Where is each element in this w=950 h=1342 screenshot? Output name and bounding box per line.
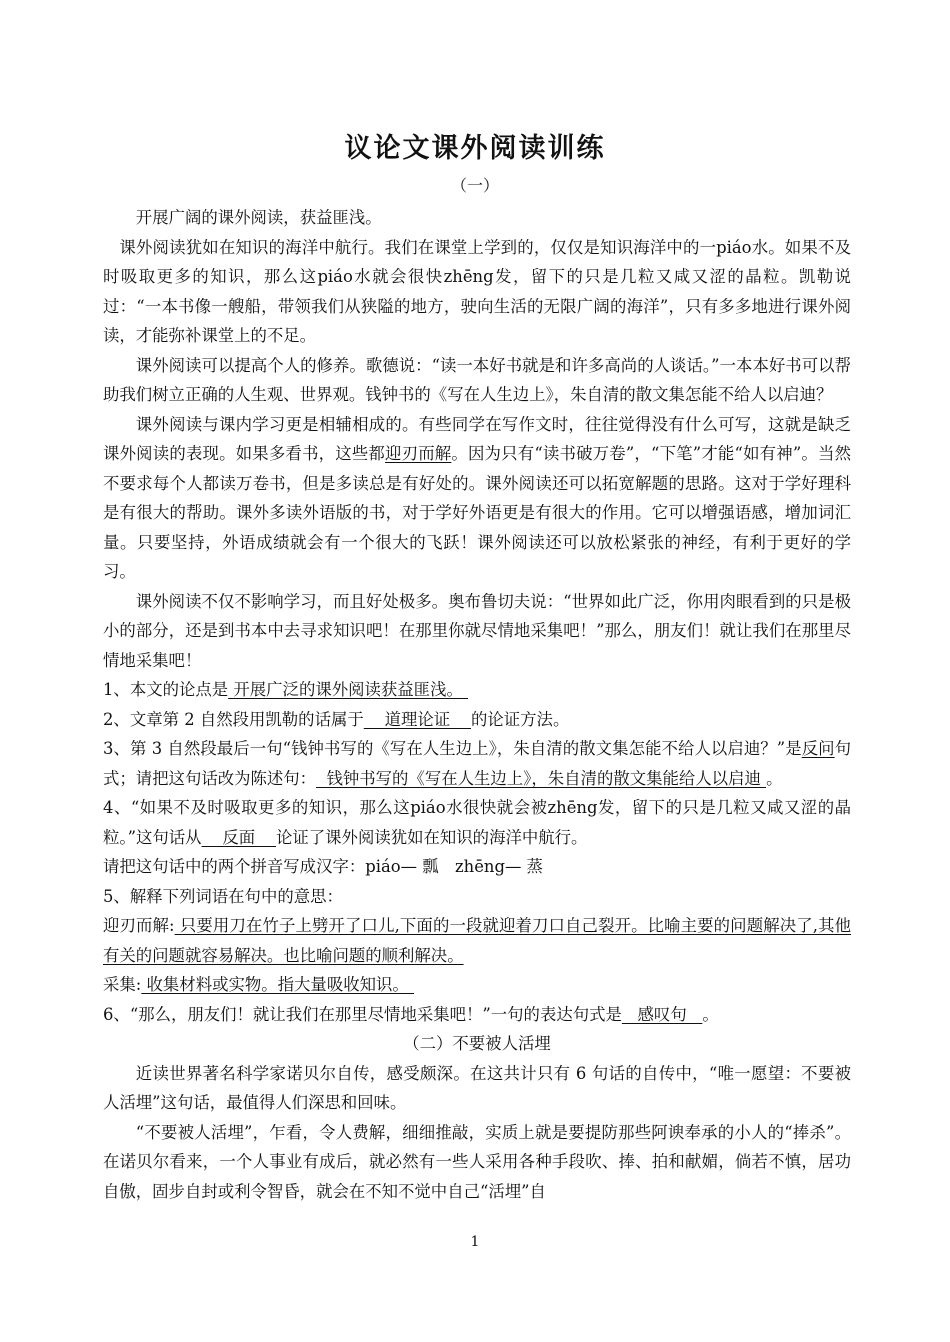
section-title-two: （二）不要被人活埋 <box>403 1034 551 1053</box>
paragraph-4 <box>103 410 851 587</box>
question-5a-term: 迎刃而解: <box>103 916 175 935</box>
paragraph-2: 课外阅读犹如在知识的海洋中航行。我们在课堂上学到的，仅仅是知识海洋中的一piáo水。如果不及时吸取更多的知识，那么这piáo水就会很快zhēng发，留下的只是几粒又咸又涩的晶粒。凯勒说过：“一本书像一艘船，带领我们从狭隘的地方，驶向生活的无限广阔的海洋”，只有多多地进行课外阅读，才能弥补课堂上的不足。 <box>103 237 851 345</box>
question-2-text: 2、文章第 2 自然段用凯勒的话属于 <box>103 709 364 729</box>
paragraph-4-text-a: 课外阅读与课内学习更是相辅相成的。有些同学在写作文时，往往觉得没有什么可写，这就是缺乏课外阅读的表现。如果多看书，这些都 <box>103 414 851 463</box>
paragraph-7: “不要被人活埋”，乍看，令人费解，细细推敲，实质上就是要提防那些阿谀奉承的小人的“捧杀”。在诺贝尔看来，一个人事业有成后，就必然有一些人采用各种手段吹、捧、拍和献媚，倘若不慎，居功自傲，固步自封或利令智昏，就会在不知不觉中自己“活埋”自 <box>103 1122 851 1201</box>
paragraph-thesis: 开展广阔的课外阅读，获益匪浅。 <box>135 208 382 227</box>
paragraph-4-text-b: 。因为只有“读书破万卷”，“下笔”才能“如有神”。当然不要求每个人都读万卷书，但是多读总是有好处的。课外阅读还可以拓宽解题的思路。这对于学好理科是有很大的帮助。课外多读外语版的书，对于学好外语更是有很大的作用。它可以增强语感，增加词汇量。只要坚持，外语成绩就会有一个很大的飞跃！课外阅读还可以放松紧张的神经，有利于更好的学习。 <box>103 444 852 581</box>
paragraph-6: 近读世界著名科学家诺贝尔自传，感受颇深。在这共计只有 6 句话的自传中，“唯一愿望：不要被人活埋”这句话，最值得人们深思和回味。 <box>103 1063 851 1112</box>
question-5: 5、解释下列词语在句中的意思： <box>103 886 343 906</box>
answer-4: 反面 <box>201 827 276 847</box>
question-4 <box>103 793 851 852</box>
question-6 <box>103 1000 851 1030</box>
answer-5a: 只要用刀在竹子上劈开了口儿,下面的一段就迎着刀口自己裂开。比喻主要的问题解决了,其他有关的问题就容易解决。也比喻问题的顺利解决。 <box>103 916 851 965</box>
section-label-one: （一） <box>450 176 499 195</box>
question-6-tail: 。 <box>702 1004 719 1024</box>
question-5a <box>103 911 851 970</box>
question-4-tail: 论证了课外阅读犹如在知识的海洋中航行。 <box>276 827 588 847</box>
question-3-tail: 。 <box>766 768 783 788</box>
page-number: 1 <box>470 1234 480 1250</box>
answer-5b: 收集材料或实物。指大量吸收知识。 <box>141 975 414 994</box>
document-body <box>103 203 851 1206</box>
question-1 <box>103 675 851 705</box>
question-2-tail: 的论证方法。 <box>471 709 570 729</box>
paragraph-5: 课外阅读不仅不影响学习，而且好处极多。奥布鲁切夫说：“世界如此广泛，你用肉眼看到的只是极小的部分，还是到书本中去寻求知识吧！在那里你就尽情地采集吧！”那么，朋友们！就让我们在那里尽情地采集吧！ <box>103 591 851 670</box>
question-3-text: 3、第 3 自然段最后一句“钱钟书写的《写在人生边上》，朱自清的散文集怎能不给人以启迪？”是 <box>103 739 802 758</box>
document-title: 议论文课外阅读训练 <box>344 133 606 164</box>
answer-3b: 钱钟书写的《写在人生边上》，朱自清的散文集能给人以启迪 <box>316 768 767 788</box>
question-2 <box>103 705 851 735</box>
answer-1: 开展广泛的课外阅读获益匪浅。 <box>228 680 469 699</box>
answer-6: 感叹句 <box>621 1004 703 1024</box>
answer-3a: 反问 <box>801 739 835 758</box>
question-1-text: 1、本文的论点是 <box>103 680 229 699</box>
paragraph-3: 课外阅读可以提高个人的修养。歌德说：“读一本好书就是和许多高尚的人谈话。”一本本好书可以帮助我们树立正确的人生观、世界观。钱钟书的《写在人生边上》，朱自清的散文集怎能不给人以启迪？ <box>103 355 851 404</box>
question-4-pinyin: 请把这句话中的两个拼音写成汉字：piáo— 瓢 zhēng— 蒸 <box>103 857 543 876</box>
question-4-text: 4、“如果不及时吸取更多的知识，那么这piáo水很快就会被zhēng发，留下的只是几粒又咸又涩的晶粒。”这句话从 <box>103 798 851 847</box>
question-3-mid: 句式；请把这句话改为陈述句： <box>103 739 852 788</box>
question-3 <box>103 734 851 793</box>
question-5b <box>103 970 851 1000</box>
question-6-text: 6、“那么，朋友们！就让我们在那里尽情地采集吧！”一句的表达句式是 <box>103 1004 622 1024</box>
underlined-term: 迎刃而解 <box>385 444 452 463</box>
answer-2: 道理论证 <box>363 709 471 729</box>
question-5b-term: 采集: <box>103 975 142 994</box>
